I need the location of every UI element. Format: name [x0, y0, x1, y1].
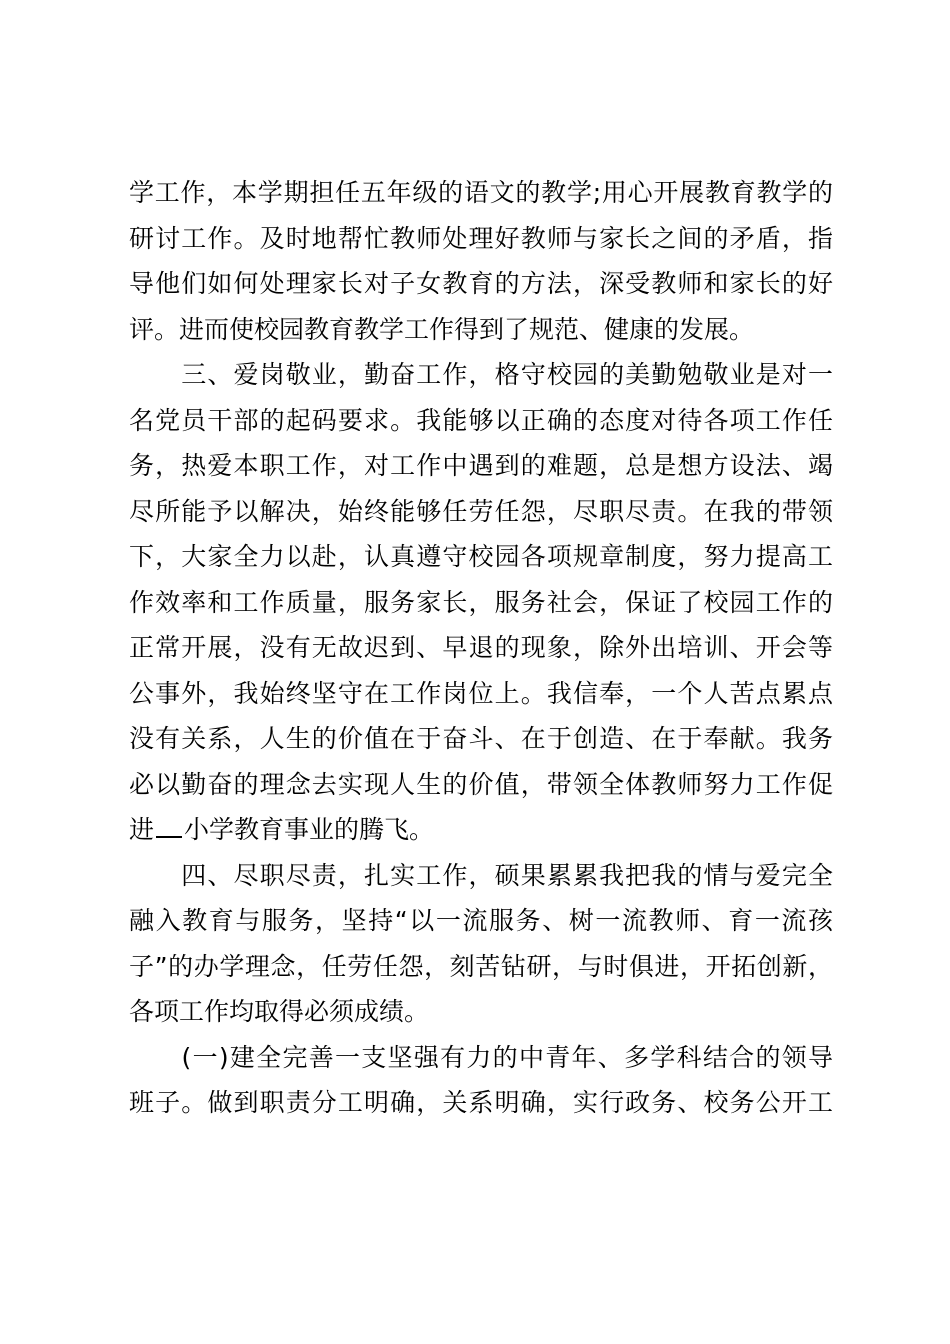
paragraph-start-line: 四、尽职尽责，扎实工作，硕果累累我把我的情与爱完全	[129, 860, 833, 890]
text-line: 正常开展，没有无故迟到、早退的现象，除外出培训、开会等	[129, 633, 833, 662]
text-line: 名党员干部的起码要求。我能够以正确的态度对待各项工作任	[129, 405, 833, 435]
text-line: 没有关系，人生的价值在于奋斗、在于创造、在于奉献。我务	[129, 724, 833, 753]
text-line	[129, 807, 833, 853]
paragraph-start-line: 三、爱岗敬业，勤奋工作，格守校园的美勤勉敬业是对一	[129, 360, 833, 389]
text-line: 作效率和工作质量，服务家长，服务社会，保证了校园工作的	[129, 587, 833, 617]
blank-underline	[156, 814, 182, 838]
text-line: 务，热爱本职工作，对工作中遇到的难题，总是想方设法、竭	[129, 451, 833, 480]
text-line: 研讨工作。及时地帮忙教师处理好教师与家长之间的矛盾，指	[129, 223, 833, 253]
text-line: 融入教育与服务，坚持“以一流服务、树一流教师、育一流孩	[129, 906, 833, 935]
text-line-prefix: 进	[129, 815, 155, 844]
text-line: 下，大家全力以赴，认真遵守校园各项规章制度，努力提高工	[129, 542, 833, 571]
text-line: 公事外，我始终坚守在工作岗位上。我信奉，一个人苦点累点	[129, 678, 833, 708]
text-line: 尽所能予以解决，始终能够任劳任怨，尽职尽责。在我的带领	[129, 496, 833, 526]
text-line: 评。进而使校园教育教学工作得到了规范、健康的发展。	[129, 314, 755, 344]
text-line: 导他们如何处理家长对子女教育的方法，深受教师和家长的好	[129, 269, 833, 298]
text-line: 学工作，本学期担任五年级的语文的教学;用心开展教育教学的	[129, 178, 833, 207]
paragraph-start-line: (一)建全完善一支坚强有力的中青年、多学科结合的领导	[129, 1042, 833, 1072]
text-line: 班子。做到职责分工明确，关系明确，实行政务、校务公开工	[129, 1088, 833, 1117]
text-line: 必以勤奋的理念去实现人生的价值，带领全体教师努力工作促	[129, 769, 833, 799]
text-line: 各项工作均取得必须成绩。	[129, 997, 430, 1026]
text-line-suffix: 小学教育事业的腾飞。	[184, 815, 435, 844]
text-line: 子”的办学理念，任劳任怨，刻苦钻研，与时俱进，开拓创新，	[129, 951, 833, 981]
body-text	[129, 170, 833, 1126]
